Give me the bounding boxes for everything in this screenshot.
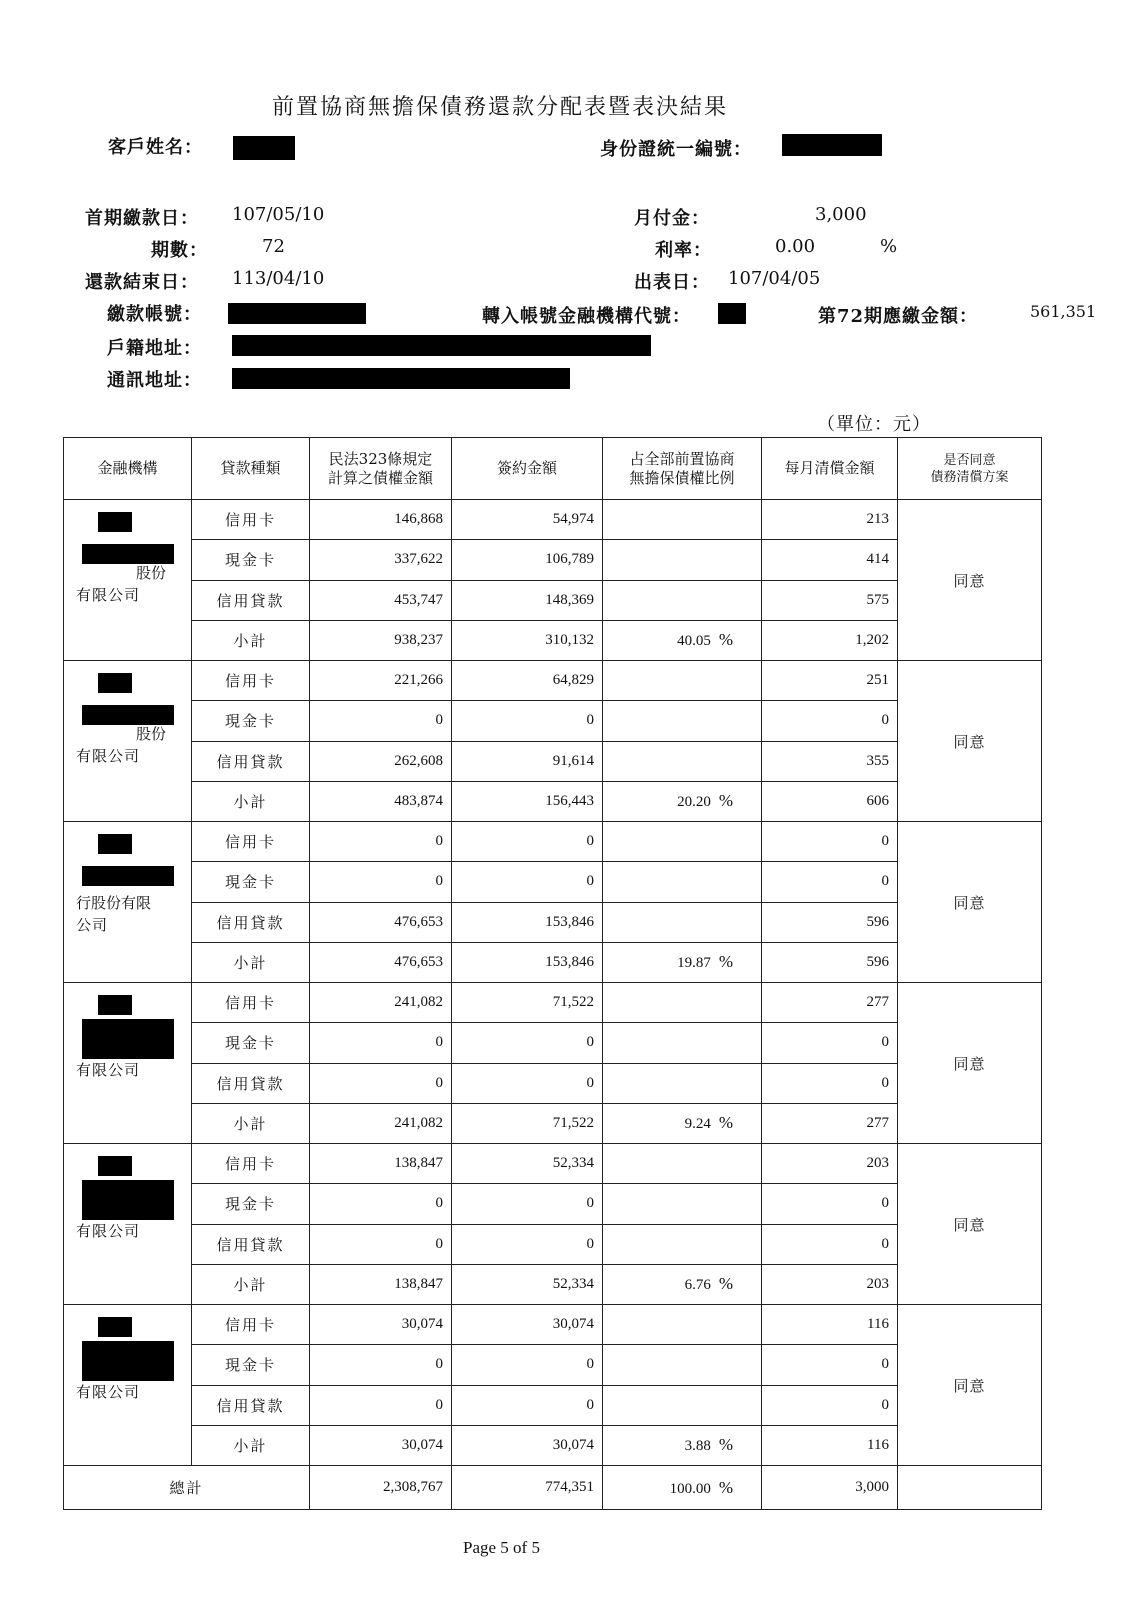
contract-amount-cell: 310,132 — [452, 620, 603, 660]
institution-logo-redaction — [98, 1156, 132, 1176]
account-redaction — [228, 303, 366, 324]
institution-name-suffix: 股份 — [136, 725, 167, 743]
table-row — [64, 701, 1042, 741]
ratio-cell: 6.76 % — [603, 1264, 762, 1304]
table-header-row — [64, 438, 1042, 500]
ratio-cell — [603, 1063, 762, 1103]
institution-name-line2: 有限公司 — [76, 1061, 141, 1079]
issue-date-label: 出表日： — [634, 272, 710, 293]
loan-type-cell: 小計 — [192, 1103, 310, 1143]
loan-type-cell: 現金卡 — [192, 862, 310, 902]
table-row — [64, 1345, 1042, 1385]
monthly-repay-cell: 0 — [762, 1023, 898, 1063]
table-row — [64, 983, 1042, 1023]
table-row — [64, 580, 1042, 620]
ratio-cell — [603, 1224, 762, 1264]
loan-type-cell: 信用貸款 — [192, 1063, 310, 1103]
contract-amount-cell: 0 — [452, 1184, 603, 1224]
claim-amount-cell: 0 — [310, 1224, 452, 1264]
client-name-label: 客戶姓名： — [108, 137, 203, 158]
institution-name-redaction — [82, 1341, 174, 1381]
institution-name-suffix: 行股份有限 — [76, 894, 152, 912]
ratio-cell — [603, 701, 762, 741]
institution-name-redaction — [82, 705, 174, 725]
ratio-cell — [603, 741, 762, 781]
institution-logo-redaction — [98, 995, 132, 1015]
loan-type-cell: 信用貸款 — [192, 1224, 310, 1264]
total-ratio: 100.00 % — [603, 1466, 762, 1510]
interest-rate-unit: % — [880, 236, 898, 257]
loan-type-cell: 小計 — [192, 1425, 310, 1465]
claim-amount-cell: 0 — [310, 1063, 452, 1103]
monthly-repay-cell: 277 — [762, 1103, 898, 1143]
total-label: 總計 — [64, 1466, 310, 1510]
ratio-cell — [603, 1023, 762, 1063]
contract-amount-cell: 52,334 — [452, 1144, 603, 1184]
subtotal-row — [64, 942, 1042, 982]
contract-amount-cell: 91,614 — [452, 741, 603, 781]
table-row — [64, 1184, 1042, 1224]
monthly-repay-cell: 0 — [762, 822, 898, 862]
claim-amount-cell: 262,608 — [310, 741, 452, 781]
table-row — [64, 500, 1042, 540]
institution-name-redaction — [82, 1019, 174, 1059]
loan-type-cell: 現金卡 — [192, 701, 310, 741]
table-row — [64, 1144, 1042, 1184]
ratio-cell — [603, 1385, 762, 1425]
id-number-label: 身份證統一編號： — [600, 139, 752, 160]
monthly-repay-cell: 596 — [762, 902, 898, 942]
table-body — [64, 500, 1042, 1466]
monthly-payment-label: 月付金： — [634, 208, 710, 229]
claim-amount-cell: 476,653 — [310, 942, 452, 982]
agree-cell: 同意 — [898, 661, 1042, 822]
id-number-redaction — [782, 134, 882, 156]
institution-name-line2: 有限公司 — [76, 747, 141, 765]
claim-amount-cell: 241,082 — [310, 1103, 452, 1143]
table-row — [64, 862, 1042, 902]
claim-amount-cell: 0 — [310, 1345, 452, 1385]
institution-name-line2: 有限公司 — [76, 1383, 141, 1401]
contract-amount-cell: 54,974 — [452, 500, 603, 540]
ratio-cell — [603, 1184, 762, 1224]
loan-type-cell: 信用卡 — [192, 822, 310, 862]
contract-amount-cell: 153,846 — [452, 902, 603, 942]
monthly-repay-cell: 596 — [762, 942, 898, 982]
ratio-cell: 3.88 % — [603, 1425, 762, 1465]
institution-name-line2: 有限公司 — [76, 1222, 141, 1240]
contract-amount-cell: 0 — [452, 862, 603, 902]
loan-type-cell: 信用卡 — [192, 1305, 310, 1345]
claim-amount-cell: 0 — [310, 1184, 452, 1224]
header-monthly-repay: 每月清償金額 — [762, 438, 898, 500]
loan-type-cell: 小計 — [192, 781, 310, 821]
table-row — [64, 1385, 1042, 1425]
monthly-repay-cell: 414 — [762, 540, 898, 580]
claim-amount-cell: 0 — [310, 862, 452, 902]
loan-type-cell: 現金卡 — [192, 1023, 310, 1063]
ratio-cell — [603, 500, 762, 540]
monthly-repay-cell: 0 — [762, 862, 898, 902]
contract-amount-cell: 106,789 — [452, 540, 603, 580]
institution-cell — [64, 1305, 192, 1466]
table-row — [64, 661, 1042, 701]
loan-type-cell: 信用卡 — [192, 500, 310, 540]
table-row — [64, 1063, 1042, 1103]
ratio-cell: 9.24 % — [603, 1103, 762, 1143]
transfer-bank-code-label: 轉入帳號金融機構代號： — [482, 306, 691, 327]
household-address-redaction — [232, 335, 651, 356]
contract-amount-cell: 52,334 — [452, 1264, 603, 1304]
subtotal-row — [64, 620, 1042, 660]
contract-amount-cell: 153,846 — [452, 942, 603, 982]
contract-amount-cell: 71,522 — [452, 1103, 603, 1143]
agree-cell: 同意 — [898, 1305, 1042, 1466]
monthly-repay-cell: 0 — [762, 1345, 898, 1385]
monthly-repay-cell: 116 — [762, 1305, 898, 1345]
contract-amount-cell: 30,074 — [452, 1305, 603, 1345]
subtotal-row — [64, 1425, 1042, 1465]
loan-type-cell: 現金卡 — [192, 1345, 310, 1385]
monthly-repay-cell: 116 — [762, 1425, 898, 1465]
institution-name-redaction — [82, 1180, 174, 1220]
agree-cell: 同意 — [898, 1144, 1042, 1305]
total-row — [64, 1466, 1042, 1510]
document-title: 前置協商無擔保債務還款分配表暨表決結果 — [272, 95, 729, 120]
ratio-cell — [603, 661, 762, 701]
monthly-payment-value: 3,000 — [815, 204, 867, 225]
institution-logo-redaction — [98, 673, 132, 693]
claim-amount-cell: 0 — [310, 1023, 452, 1063]
ratio-cell: 19.87 % — [603, 942, 762, 982]
table-row — [64, 741, 1042, 781]
subtotal-row — [64, 1103, 1042, 1143]
contract-amount-cell: 0 — [452, 1385, 603, 1425]
header-loan-type: 貸款種類 — [192, 438, 310, 500]
header-agree: 是否同意 債務清償方案 — [898, 438, 1042, 500]
institution-name-suffix: 股份 — [136, 564, 167, 582]
header-institution: 金融機構 — [64, 438, 192, 500]
agree-cell: 同意 — [898, 822, 1042, 983]
mailing-address-label: 通訊地址： — [107, 370, 202, 391]
loan-type-cell: 現金卡 — [192, 1184, 310, 1224]
claim-amount-cell: 0 — [310, 701, 452, 741]
end-date-value: 113/04/10 — [232, 268, 325, 289]
institution-cell — [64, 1144, 192, 1305]
claim-amount-cell: 337,622 — [310, 540, 452, 580]
contract-amount-cell: 148,369 — [452, 580, 603, 620]
periods-value: 72 — [262, 236, 285, 257]
period72-amount-value: 561,351 — [1030, 302, 1097, 321]
claim-amount-cell: 30,074 — [310, 1425, 452, 1465]
contract-amount-cell: 64,829 — [452, 661, 603, 701]
transfer-bank-code-redaction — [718, 303, 746, 324]
table-row — [64, 1023, 1042, 1063]
claim-amount-cell: 146,868 — [310, 500, 452, 540]
monthly-repay-cell: 0 — [762, 1063, 898, 1103]
institution-logo-redaction — [98, 1317, 132, 1337]
total-monthly: 3,000 — [762, 1466, 898, 1510]
monthly-repay-cell: 0 — [762, 1385, 898, 1425]
contract-amount-cell: 71,522 — [452, 983, 603, 1023]
periods-label: 期數： — [151, 240, 208, 261]
subtotal-row — [64, 781, 1042, 821]
institution-cell — [64, 822, 192, 983]
header-ratio: 占全部前置協商 無擔保債權比例 — [603, 438, 762, 500]
contract-amount-cell: 0 — [452, 1023, 603, 1063]
loan-type-cell: 信用貸款 — [192, 741, 310, 781]
claim-amount-cell: 483,874 — [310, 781, 452, 821]
ratio-cell — [603, 902, 762, 942]
claim-amount-cell: 221,266 — [310, 661, 452, 701]
monthly-repay-cell: 251 — [762, 661, 898, 701]
institution-cell — [64, 500, 192, 661]
claim-amount-cell: 138,847 — [310, 1144, 452, 1184]
loan-type-cell: 信用貸款 — [192, 580, 310, 620]
interest-rate-label: 利率： — [655, 240, 712, 261]
loan-type-cell: 現金卡 — [192, 540, 310, 580]
mailing-address-redaction — [232, 368, 570, 389]
institution-name-redaction — [82, 866, 174, 886]
monthly-repay-cell: 606 — [762, 781, 898, 821]
institution-name-line2: 有限公司 — [76, 586, 141, 604]
claim-amount-cell: 0 — [310, 822, 452, 862]
table-row — [64, 822, 1042, 862]
monthly-repay-cell: 213 — [762, 500, 898, 540]
contract-amount-cell: 0 — [452, 822, 603, 862]
loan-type-cell: 信用貸款 — [192, 1385, 310, 1425]
monthly-repay-cell: 277 — [762, 983, 898, 1023]
client-name-redaction — [233, 136, 295, 160]
total-claim: 2,308,767 — [310, 1466, 452, 1510]
total-contract: 774,351 — [452, 1466, 603, 1510]
monthly-repay-cell: 203 — [762, 1264, 898, 1304]
first-payment-date-label: 首期繳款日： — [85, 208, 199, 229]
contract-amount-cell: 156,443 — [452, 781, 603, 821]
header-contract-amount: 簽約金額 — [452, 438, 603, 500]
ratio-cell — [603, 983, 762, 1023]
monthly-repay-cell: 0 — [762, 1184, 898, 1224]
claim-amount-cell: 30,074 — [310, 1305, 452, 1345]
claim-amount-cell: 938,237 — [310, 620, 452, 660]
end-date-label: 還款結束日： — [85, 272, 199, 293]
institution-cell — [64, 983, 192, 1144]
contract-amount-cell: 0 — [452, 1063, 603, 1103]
repayment-distribution-table — [63, 437, 1042, 1510]
contract-amount-cell: 0 — [452, 1224, 603, 1264]
loan-type-cell: 小計 — [192, 942, 310, 982]
monthly-repay-cell: 1,202 — [762, 620, 898, 660]
table-row — [64, 1224, 1042, 1264]
ratio-cell — [603, 1305, 762, 1345]
monthly-repay-cell: 0 — [762, 1224, 898, 1264]
institution-logo-redaction — [98, 512, 132, 532]
loan-type-cell: 信用貸款 — [192, 902, 310, 942]
ratio-cell — [603, 862, 762, 902]
ratio-cell: 20.20 % — [603, 781, 762, 821]
total-agree-cell — [898, 1466, 1042, 1510]
institution-cell — [64, 661, 192, 822]
contract-amount-cell: 0 — [452, 1345, 603, 1385]
loan-type-cell: 小計 — [192, 620, 310, 660]
claim-amount-cell: 453,747 — [310, 580, 452, 620]
ratio-cell: 40.05 % — [603, 620, 762, 660]
table-row — [64, 902, 1042, 942]
claim-amount-cell: 476,653 — [310, 902, 452, 942]
ratio-cell — [603, 540, 762, 580]
monthly-repay-cell: 203 — [762, 1144, 898, 1184]
claim-amount-cell: 138,847 — [310, 1264, 452, 1304]
loan-type-cell: 小計 — [192, 1264, 310, 1304]
loan-type-cell: 信用卡 — [192, 1144, 310, 1184]
institution-name-line2: 公司 — [76, 916, 109, 934]
institution-logo-redaction — [98, 834, 132, 854]
agree-cell: 同意 — [898, 983, 1042, 1144]
ratio-cell — [603, 1345, 762, 1385]
ratio-cell — [603, 822, 762, 862]
table-row — [64, 1305, 1042, 1345]
loan-type-cell: 信用卡 — [192, 983, 310, 1023]
household-address-label: 戶籍地址： — [107, 338, 202, 359]
page-number: Page 5 of 5 — [463, 1538, 540, 1557]
unit-note: （單位：元） — [817, 414, 931, 435]
monthly-repay-cell: 0 — [762, 701, 898, 741]
monthly-repay-cell: 575 — [762, 580, 898, 620]
period72-amount-label: 第72期應繳金額： — [818, 306, 979, 327]
subtotal-row — [64, 1264, 1042, 1304]
issue-date-value: 107/04/05 — [728, 268, 821, 289]
contract-amount-cell: 0 — [452, 701, 603, 741]
claim-amount-cell: 241,082 — [310, 983, 452, 1023]
claim-amount-cell: 0 — [310, 1385, 452, 1425]
monthly-repay-cell: 355 — [762, 741, 898, 781]
ratio-cell — [603, 580, 762, 620]
contract-amount-cell: 30,074 — [452, 1425, 603, 1465]
account-label: 繳款帳號： — [107, 304, 202, 325]
institution-name-redaction — [82, 544, 174, 564]
loan-type-cell: 信用卡 — [192, 661, 310, 701]
interest-rate-value: 0.00 — [775, 236, 816, 257]
table-row — [64, 540, 1042, 580]
agree-cell: 同意 — [898, 500, 1042, 661]
first-payment-date-value: 107/05/10 — [232, 204, 325, 225]
ratio-cell — [603, 1144, 762, 1184]
header-claim-amount: 民法323條規定 計算之債權金額 — [310, 438, 452, 500]
